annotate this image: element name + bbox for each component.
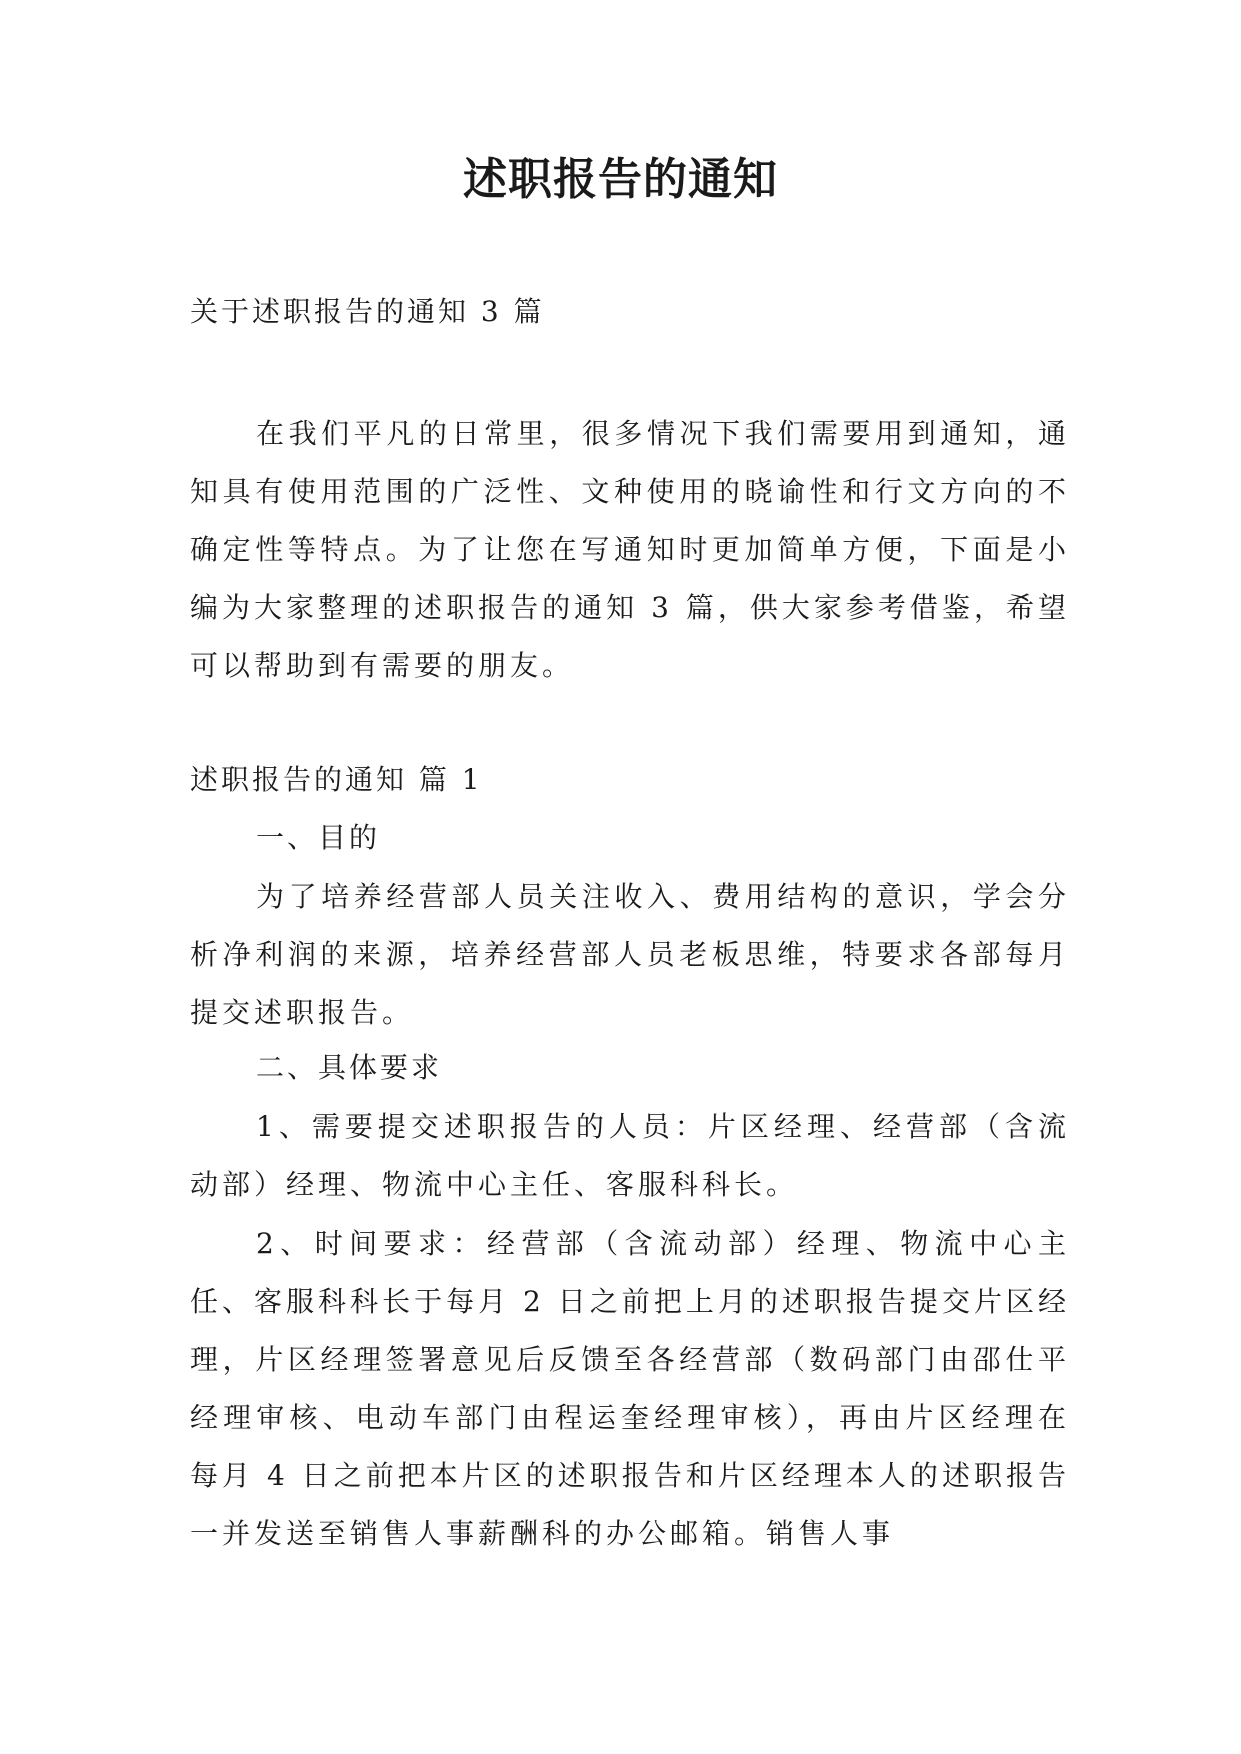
paragraph-purpose: 为了培养经营部人员关注收入、费用结构的意识，学会分析净利润的来源，培养经营部人员老板思维，特要求各部每月提交述职报告。 xyxy=(190,880,1070,1029)
intro-paragraph: 在我们平凡的日常里，很多情况下我们需要用到通知，通知具有使用范围的广泛性、文种使用的晓谕性和行文方向的不确定性等特点。为了让您在写通知时更加简单方便，下面是小编为大家整理的述职报告的通知 3 篇，供大家参考借鉴，希望可以帮助到有需要的朋友。 xyxy=(190,417,1070,682)
document-subtitle: 关于述职报告的通知 3 篇 xyxy=(190,295,545,328)
paragraph-time-requirements: 2、时间要求：经营部（含流动部）经理、物流中心主任、客服科科长于每月 2 日之前把上月的述职报告提交片区经理，片区经理签署意见后反馈至各经营部（数码部门由邵仕平经理审核、电动车部门由程运奎经理审核），再由片区经理在每月 4 日之前把本片区的述职报告和片区经理本人的述职报告一并发送至销售人事薪酬科的办公邮箱。销售人事 xyxy=(190,1227,1070,1550)
paragraph-personnel: 1、需要提交述职报告的人员：片区经理、经营部（含流动部）经理、物流中心主任、客服科科长。 xyxy=(190,1110,1070,1201)
heading-requirements: 二、具体要求 xyxy=(256,1051,443,1084)
section-title: 述职报告的通知 篇 1 xyxy=(190,763,483,796)
heading-purpose: 一、目的 xyxy=(256,821,381,854)
document-title: 述职报告的通知 xyxy=(463,154,778,205)
